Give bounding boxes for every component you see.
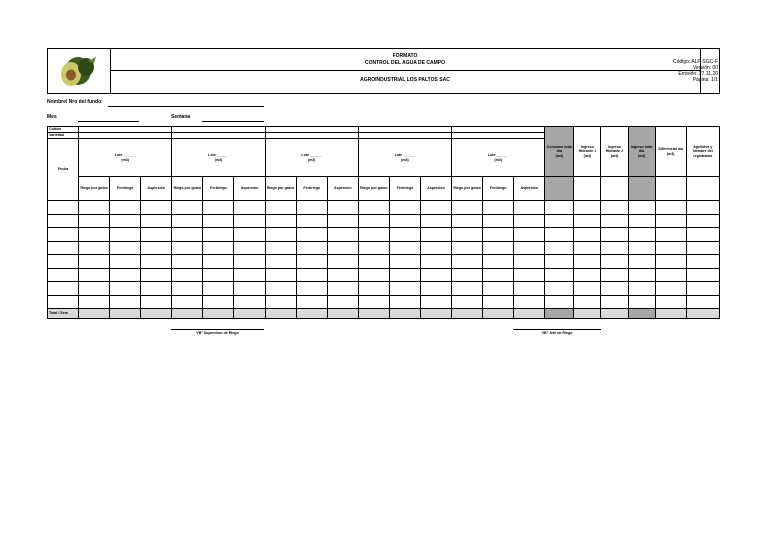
data-cell[interactable] bbox=[79, 295, 110, 309]
variedad-label: Variedad bbox=[48, 133, 79, 139]
cultivo-label: Cultivo bbox=[48, 127, 79, 133]
data-cell[interactable] bbox=[79, 255, 110, 269]
data-cell[interactable] bbox=[420, 268, 451, 282]
form-title: FORMATO bbox=[392, 53, 418, 59]
data-cell[interactable] bbox=[686, 201, 719, 215]
extra-col-label: Ingreso Hidrante 2 bbox=[605, 144, 624, 154]
total-cell[interactable] bbox=[110, 309, 141, 319]
data-cell[interactable] bbox=[389, 228, 420, 242]
extra-col-subcell bbox=[686, 177, 719, 201]
lote-unit: (m3) bbox=[307, 157, 316, 162]
sub-col-header: Aspersión bbox=[327, 177, 358, 201]
data-cell[interactable] bbox=[545, 282, 574, 296]
data-cell[interactable] bbox=[203, 228, 234, 242]
data-cell[interactable] bbox=[110, 295, 141, 309]
header-title-area bbox=[110, 49, 701, 93]
data-cell[interactable] bbox=[420, 201, 451, 215]
extra-col-header bbox=[545, 127, 574, 177]
signature-line-chief[interactable] bbox=[513, 329, 601, 330]
data-cell[interactable] bbox=[141, 241, 172, 255]
data-cell[interactable] bbox=[452, 268, 483, 282]
extra-col-header bbox=[574, 127, 601, 177]
mes-field[interactable] bbox=[78, 121, 139, 122]
data-cell[interactable] bbox=[296, 268, 327, 282]
sub-col-header: Riego por goteo bbox=[265, 177, 296, 201]
header-divider bbox=[110, 70, 700, 71]
data-cell[interactable] bbox=[574, 295, 601, 309]
data-cell[interactable] bbox=[452, 255, 483, 269]
data-cell[interactable] bbox=[203, 255, 234, 269]
total-cell[interactable] bbox=[655, 309, 686, 319]
data-cell[interactable] bbox=[48, 228, 79, 242]
doc-emission: Emisión: 27.11.20 bbox=[678, 71, 718, 77]
data-cell[interactable] bbox=[48, 295, 79, 309]
data-cell[interactable] bbox=[48, 268, 79, 282]
data-cell[interactable] bbox=[389, 268, 420, 282]
data-cell[interactable] bbox=[265, 228, 296, 242]
data-cell[interactable] bbox=[141, 255, 172, 269]
data-cell[interactable] bbox=[686, 295, 719, 309]
sub-col-header: Aspersión bbox=[420, 177, 451, 201]
total-cell[interactable] bbox=[545, 309, 574, 319]
extra-col-subcell bbox=[601, 177, 628, 201]
doc-page: Página: 1/1 bbox=[692, 77, 718, 83]
total-cell[interactable] bbox=[358, 309, 389, 319]
data-cell[interactable] bbox=[574, 255, 601, 269]
total-cell[interactable] bbox=[172, 309, 203, 319]
sub-col-header: Fertiriego bbox=[296, 177, 327, 201]
data-cell[interactable] bbox=[655, 201, 686, 215]
form-subtitle: CONTROL DEL AGUA DE CAMPO bbox=[364, 60, 445, 66]
data-cell[interactable] bbox=[234, 228, 265, 242]
extra-col-header bbox=[655, 127, 686, 177]
data-cell[interactable] bbox=[234, 282, 265, 296]
data-cell[interactable] bbox=[327, 295, 358, 309]
total-cell[interactable] bbox=[265, 309, 296, 319]
lote-label[interactable]: Lote ______ bbox=[394, 153, 416, 157]
data-cell[interactable] bbox=[655, 295, 686, 309]
mes-label: Mes bbox=[47, 114, 57, 120]
data-cell[interactable] bbox=[327, 268, 358, 282]
lote-header bbox=[172, 139, 265, 177]
sub-col-header: Fertiriego bbox=[483, 177, 514, 201]
data-cell[interactable] bbox=[265, 214, 296, 228]
data-cell[interactable] bbox=[420, 241, 451, 255]
data-cell[interactable] bbox=[514, 268, 545, 282]
extra-col-subcell bbox=[655, 177, 686, 201]
data-cell[interactable] bbox=[574, 228, 601, 242]
data-cell[interactable] bbox=[79, 268, 110, 282]
total-cell[interactable] bbox=[483, 309, 514, 319]
data-cell[interactable] bbox=[234, 268, 265, 282]
data-cell[interactable] bbox=[79, 282, 110, 296]
doc-version: Versión: 00 bbox=[692, 65, 718, 71]
data-cell[interactable] bbox=[655, 268, 686, 282]
extra-col-unit: (m3) bbox=[583, 153, 592, 158]
data-cell[interactable] bbox=[514, 255, 545, 269]
lote-label[interactable]: Lote ______ bbox=[114, 153, 136, 157]
data-cell[interactable] bbox=[234, 241, 265, 255]
data-cell[interactable] bbox=[234, 295, 265, 309]
data-cell[interactable] bbox=[452, 241, 483, 255]
data-cell[interactable] bbox=[296, 201, 327, 215]
extra-col-subcell bbox=[628, 177, 655, 201]
data-cell[interactable] bbox=[141, 214, 172, 228]
data-cell[interactable] bbox=[545, 241, 574, 255]
data-cell[interactable] bbox=[358, 255, 389, 269]
data-cell[interactable] bbox=[483, 214, 514, 228]
company-logo bbox=[48, 49, 111, 93]
fecha-header: Fecha bbox=[48, 139, 79, 201]
extra-col-unit: (m3) bbox=[666, 151, 675, 156]
table-row bbox=[48, 228, 720, 242]
data-cell[interactable] bbox=[483, 268, 514, 282]
table-row bbox=[48, 282, 720, 296]
total-cell[interactable] bbox=[141, 309, 172, 319]
data-cell[interactable] bbox=[601, 268, 628, 282]
data-cell[interactable] bbox=[574, 282, 601, 296]
data-cell[interactable] bbox=[452, 295, 483, 309]
data-cell[interactable] bbox=[327, 228, 358, 242]
data-cell[interactable] bbox=[141, 282, 172, 296]
extra-col-unit: (m3) bbox=[555, 153, 564, 158]
data-cell[interactable] bbox=[483, 241, 514, 255]
data-cell[interactable] bbox=[545, 228, 574, 242]
data-cell[interactable] bbox=[203, 268, 234, 282]
data-cell[interactable] bbox=[296, 241, 327, 255]
total-cell[interactable] bbox=[628, 309, 655, 319]
data-cell[interactable] bbox=[545, 255, 574, 269]
total-cell[interactable] bbox=[296, 309, 327, 319]
extra-col-header bbox=[601, 127, 628, 177]
data-cell[interactable] bbox=[265, 255, 296, 269]
data-cell[interactable] bbox=[389, 214, 420, 228]
data-cell[interactable] bbox=[628, 201, 655, 215]
total-cell[interactable] bbox=[327, 309, 358, 319]
data-cell[interactable] bbox=[141, 268, 172, 282]
table-row bbox=[48, 295, 720, 309]
data-cell[interactable] bbox=[110, 255, 141, 269]
data-cell[interactable] bbox=[601, 282, 628, 296]
data-cell[interactable] bbox=[686, 228, 719, 242]
data-cell[interactable] bbox=[545, 201, 574, 215]
semana-label: Semana bbox=[171, 114, 191, 120]
signature-line-supervisor[interactable] bbox=[171, 329, 264, 330]
data-cell[interactable] bbox=[655, 228, 686, 242]
data-cell[interactable] bbox=[172, 295, 203, 309]
data-cell[interactable] bbox=[420, 228, 451, 242]
sub-col-header: Fertiriego bbox=[389, 177, 420, 201]
extra-col-unit: (m3) bbox=[637, 153, 646, 158]
sub-col-header: Riego por goteo bbox=[172, 177, 203, 201]
data-cell[interactable] bbox=[514, 201, 545, 215]
semana-field[interactable] bbox=[202, 121, 264, 122]
total-label: Total / Sem bbox=[48, 309, 79, 319]
data-cell[interactable] bbox=[172, 241, 203, 255]
data-cell[interactable] bbox=[296, 295, 327, 309]
data-cell[interactable] bbox=[327, 282, 358, 296]
data-cell[interactable] bbox=[628, 214, 655, 228]
water-control-table bbox=[47, 126, 720, 319]
total-row bbox=[48, 309, 720, 319]
total-cell[interactable] bbox=[514, 309, 545, 319]
data-cell[interactable] bbox=[601, 255, 628, 269]
data-cell[interactable] bbox=[574, 214, 601, 228]
data-cell[interactable] bbox=[358, 268, 389, 282]
data-cell[interactable] bbox=[110, 201, 141, 215]
data-cell[interactable] bbox=[110, 282, 141, 296]
data-cell[interactable] bbox=[79, 201, 110, 215]
data-cell[interactable] bbox=[628, 241, 655, 255]
data-cell[interactable] bbox=[265, 201, 296, 215]
data-cell[interactable] bbox=[545, 268, 574, 282]
data-cell[interactable] bbox=[514, 228, 545, 242]
data-cell[interactable] bbox=[327, 241, 358, 255]
sub-col-header: Riego por goteo bbox=[358, 177, 389, 201]
fundo-field[interactable] bbox=[108, 106, 264, 107]
data-cell[interactable] bbox=[655, 255, 686, 269]
data-cell[interactable] bbox=[514, 241, 545, 255]
signature-label-chief: VB° Jefe de Riego bbox=[541, 331, 573, 335]
data-cell[interactable] bbox=[655, 214, 686, 228]
form-header bbox=[47, 48, 720, 94]
sub-col-header: Riego por goteo bbox=[79, 177, 110, 201]
data-cell[interactable] bbox=[327, 214, 358, 228]
extra-col-label: Consumo total día bbox=[546, 144, 572, 154]
lote-header bbox=[79, 139, 172, 177]
total-cell[interactable] bbox=[574, 309, 601, 319]
data-cell[interactable] bbox=[514, 295, 545, 309]
sub-col-header: Aspersión bbox=[234, 177, 265, 201]
avocado-icon bbox=[48, 49, 110, 93]
data-cell[interactable] bbox=[628, 228, 655, 242]
extra-col-subcell bbox=[574, 177, 601, 201]
data-cell[interactable] bbox=[514, 214, 545, 228]
data-cell[interactable] bbox=[327, 255, 358, 269]
total-cell[interactable] bbox=[601, 309, 628, 319]
data-cell[interactable] bbox=[420, 282, 451, 296]
extra-col-label: Apellidos y Nombre del registrador bbox=[692, 144, 713, 158]
data-cell[interactable] bbox=[203, 201, 234, 215]
data-cell[interactable] bbox=[172, 268, 203, 282]
extra-col-subcell bbox=[545, 177, 574, 201]
data-cell[interactable] bbox=[172, 214, 203, 228]
data-cell[interactable] bbox=[48, 241, 79, 255]
total-cell[interactable] bbox=[389, 309, 420, 319]
table-row bbox=[48, 268, 720, 282]
data-cell[interactable] bbox=[203, 241, 234, 255]
extra-col-header bbox=[628, 127, 655, 177]
table-row bbox=[48, 201, 720, 215]
document-meta bbox=[652, 59, 718, 83]
total-cell[interactable] bbox=[234, 309, 265, 319]
data-cell[interactable] bbox=[628, 282, 655, 296]
data-cell[interactable] bbox=[389, 282, 420, 296]
data-cell[interactable] bbox=[389, 255, 420, 269]
data-cell[interactable] bbox=[110, 214, 141, 228]
data-cell[interactable] bbox=[172, 228, 203, 242]
data-cell[interactable] bbox=[141, 295, 172, 309]
signature-label-supervisor: VB° Supervisor de Riego bbox=[196, 331, 239, 335]
data-cell[interactable] bbox=[686, 241, 719, 255]
data-cell[interactable] bbox=[545, 214, 574, 228]
total-cell[interactable] bbox=[203, 309, 234, 319]
data-cell[interactable] bbox=[141, 228, 172, 242]
data-cell[interactable] bbox=[452, 201, 483, 215]
data-cell[interactable] bbox=[234, 201, 265, 215]
data-cell[interactable] bbox=[296, 214, 327, 228]
data-cell[interactable] bbox=[574, 241, 601, 255]
data-cell[interactable] bbox=[514, 282, 545, 296]
total-cell[interactable] bbox=[452, 309, 483, 319]
data-cell[interactable] bbox=[358, 282, 389, 296]
total-cell[interactable] bbox=[79, 309, 110, 319]
fundo-label: Nombre/ Nro del fundo: bbox=[47, 99, 103, 105]
total-cell[interactable] bbox=[686, 309, 719, 319]
data-cell[interactable] bbox=[686, 255, 719, 269]
data-cell[interactable] bbox=[110, 228, 141, 242]
data-cell[interactable] bbox=[79, 241, 110, 255]
data-cell[interactable] bbox=[628, 268, 655, 282]
sub-col-header: Aspersión bbox=[514, 177, 545, 201]
data-cell[interactable] bbox=[327, 201, 358, 215]
lote-unit: (m3) bbox=[494, 157, 502, 162]
data-cell[interactable] bbox=[265, 268, 296, 282]
data-cell[interactable] bbox=[203, 214, 234, 228]
data-cell[interactable] bbox=[420, 255, 451, 269]
extra-col-header bbox=[686, 127, 719, 177]
data-cell[interactable] bbox=[628, 255, 655, 269]
data-cell[interactable] bbox=[420, 214, 451, 228]
data-cell[interactable] bbox=[545, 295, 574, 309]
sub-col-header: Aspersión bbox=[141, 177, 172, 201]
data-cell[interactable] bbox=[574, 201, 601, 215]
data-cell[interactable] bbox=[686, 282, 719, 296]
data-cell[interactable] bbox=[234, 255, 265, 269]
data-cell[interactable] bbox=[686, 268, 719, 282]
data-cell[interactable] bbox=[655, 282, 686, 296]
data-cell[interactable] bbox=[79, 228, 110, 242]
data-cell[interactable] bbox=[483, 201, 514, 215]
lote-header bbox=[358, 139, 451, 177]
company-name: AGROINDUSTRIAL LOS PALTOS SAC bbox=[360, 77, 450, 83]
data-cell[interactable] bbox=[203, 295, 234, 309]
data-cell[interactable] bbox=[358, 295, 389, 309]
data-cell[interactable] bbox=[234, 214, 265, 228]
lote-label[interactable]: Lote ______ bbox=[301, 153, 322, 157]
data-cell[interactable] bbox=[686, 214, 719, 228]
data-cell[interactable] bbox=[358, 201, 389, 215]
lote-unit: (m3) bbox=[121, 157, 129, 162]
data-cell[interactable] bbox=[48, 214, 79, 228]
lote-label[interactable]: Lote ______ bbox=[487, 153, 509, 157]
data-cell[interactable] bbox=[389, 201, 420, 215]
data-cell[interactable] bbox=[79, 214, 110, 228]
data-cell[interactable] bbox=[172, 255, 203, 269]
sub-col-header: Riego por goteo bbox=[452, 177, 483, 201]
data-cell[interactable] bbox=[265, 295, 296, 309]
lote-label[interactable]: Lote ______ bbox=[208, 153, 229, 157]
data-cell[interactable] bbox=[110, 241, 141, 255]
data-cell[interactable] bbox=[452, 282, 483, 296]
table-row bbox=[48, 214, 720, 228]
lote-header bbox=[452, 139, 545, 177]
data-cell[interactable] bbox=[358, 228, 389, 242]
data-cell[interactable] bbox=[601, 228, 628, 242]
extra-col-label: Ingreso total día bbox=[630, 144, 653, 154]
data-cell[interactable] bbox=[483, 255, 514, 269]
lote-header bbox=[265, 139, 358, 177]
data-cell[interactable] bbox=[389, 241, 420, 255]
data-cell[interactable] bbox=[48, 282, 79, 296]
data-cell[interactable] bbox=[48, 201, 79, 215]
data-cell[interactable] bbox=[601, 201, 628, 215]
extra-col-unit: (m3) bbox=[610, 153, 619, 158]
data-cell[interactable] bbox=[265, 241, 296, 255]
total-cell[interactable] bbox=[420, 309, 451, 319]
table-row bbox=[48, 255, 720, 269]
data-cell[interactable] bbox=[358, 241, 389, 255]
data-cell[interactable] bbox=[48, 255, 79, 269]
data-cell[interactable] bbox=[452, 228, 483, 242]
data-cell[interactable] bbox=[172, 282, 203, 296]
data-cell[interactable] bbox=[628, 295, 655, 309]
data-cell[interactable] bbox=[296, 255, 327, 269]
lote-unit: (m3) bbox=[401, 157, 409, 162]
data-cell[interactable] bbox=[655, 241, 686, 255]
data-cell[interactable] bbox=[601, 214, 628, 228]
data-cell[interactable] bbox=[420, 295, 451, 309]
data-cell[interactable] bbox=[389, 295, 420, 309]
data-cell[interactable] bbox=[296, 228, 327, 242]
data-cell[interactable] bbox=[296, 282, 327, 296]
data-cell[interactable] bbox=[574, 268, 601, 282]
table-row bbox=[48, 241, 720, 255]
doc-code: Código: ALP-SGC-F bbox=[672, 59, 718, 65]
data-cell[interactable] bbox=[483, 228, 514, 242]
data-cell[interactable] bbox=[110, 268, 141, 282]
data-cell[interactable] bbox=[452, 214, 483, 228]
data-cell[interactable] bbox=[265, 282, 296, 296]
sub-col-header: Fertiriego bbox=[203, 177, 234, 201]
data-cell[interactable] bbox=[601, 241, 628, 255]
data-cell[interactable] bbox=[141, 201, 172, 215]
data-cell[interactable] bbox=[172, 201, 203, 215]
extra-col-label: Ingreso Hidrante 1 bbox=[578, 144, 597, 154]
data-cell[interactable] bbox=[601, 295, 628, 309]
data-cell[interactable] bbox=[358, 214, 389, 228]
data-cell[interactable] bbox=[483, 282, 514, 296]
data-cell[interactable] bbox=[203, 282, 234, 296]
lote-unit: (m3) bbox=[214, 157, 223, 162]
data-cell[interactable] bbox=[483, 295, 514, 309]
extra-col-label: Diferencial día bbox=[658, 147, 683, 151]
sub-col-header: Fertiriego bbox=[110, 177, 141, 201]
